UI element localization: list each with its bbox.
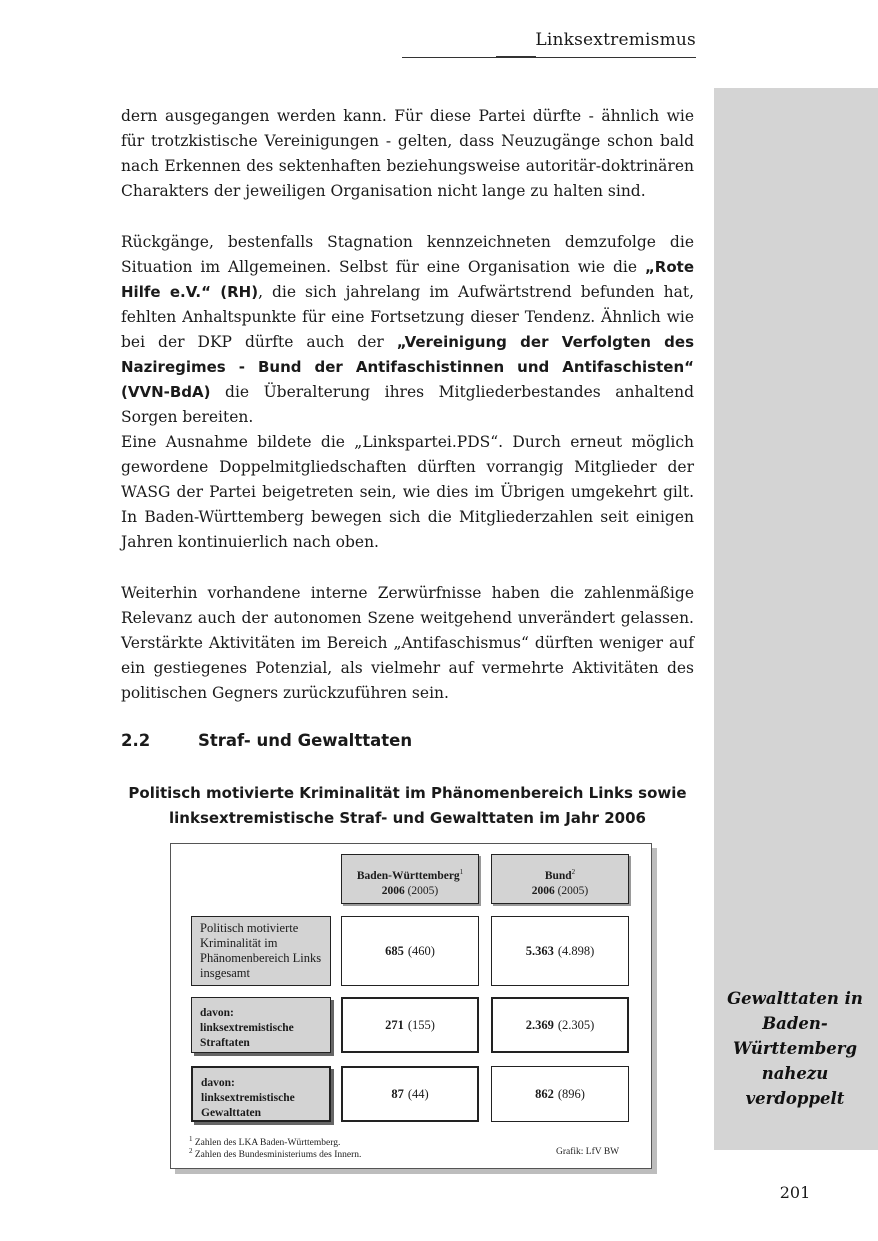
paragraph-2-text-b: , die sich jahrelang im Aufwärtstrend befunden hat, fehlten Anhaltspunkte für eine Fortsetzung dieser Tendenz. Ähnlich wie bei der DKP dürfte auch der bbox=[121, 283, 694, 351]
column-header-bw-year: 2006 bbox=[381, 884, 405, 897]
cell-total-bund-2006: 5.363 bbox=[525, 943, 554, 958]
running-head: Linksextremismus bbox=[535, 30, 696, 50]
row-label-straftaten: davon: linksextremistische Straftaten bbox=[191, 997, 331, 1053]
page-number: 201 bbox=[779, 1183, 811, 1202]
cell-total-bw bbox=[341, 916, 479, 986]
cell-total-bund-2005: (4.898) bbox=[557, 943, 595, 958]
chart-title bbox=[121, 781, 694, 831]
statistics-graphic bbox=[170, 843, 652, 1169]
paragraph-4: Weiterhin vorhandene interne Zerwürfnisse haben die zahlenmäßige Relevanz auch der autonomen Szene weitgehend unverändert gelassen. Verstärkte Aktivitäten im Bereich „Antifaschismus“ dürften weniger auf ein gestiegenes Potenzial, als vielmehr auf vermehrte Aktivitäten des politischen Gegners zurückzuführen sein. bbox=[121, 584, 694, 702]
cell-straftaten-bund-2006: 2.369 bbox=[525, 1017, 554, 1032]
chart-title-line-2: linksextremistische Straf- und Gewalttaten im Jahr 2006 bbox=[169, 809, 646, 827]
cell-gewalttaten-bw-2006: 87 bbox=[391, 1086, 404, 1101]
paragraph-2 bbox=[121, 230, 694, 430]
column-header-bw-name: Baden-Württemberg bbox=[356, 869, 460, 882]
cell-straftaten-bund bbox=[491, 997, 629, 1053]
header-rule bbox=[402, 57, 696, 58]
cell-total-bw-2006: 685 bbox=[385, 943, 404, 958]
column-header-bund bbox=[491, 854, 629, 904]
cell-gewalttaten-bw-2005: (44) bbox=[407, 1086, 429, 1101]
cell-total-bw-2005: (460) bbox=[407, 943, 435, 958]
cell-gewalttaten-bund-2006: 862 bbox=[535, 1086, 554, 1101]
column-header-bund-sup: 2 bbox=[571, 868, 576, 876]
row-label-gewalttaten: davon: linksextremistische Gewalttaten bbox=[191, 1066, 331, 1122]
column-header-bund-prev: (2005) bbox=[557, 884, 589, 897]
column-header-bw bbox=[341, 854, 479, 904]
section-number: 2.2 bbox=[121, 731, 151, 750]
column-header-bund-name: Bund bbox=[544, 869, 572, 882]
paragraph-2-text-c: die Überalterung ihres Mitgliederbestandes anhaltend Sorgen bereiten. bbox=[121, 383, 694, 426]
paragraph-3: Eine Ausnahme bildete die „Linkspartei.PDS“. Durch erneut möglich gewordene Doppelmitgliedschaften dürften vorrangig Mitglieder der WASG der Partei beigetreten sein, wie dies im Übrigen umgekehrt gilt. In Baden-Württemberg bewegen sich die Mitgliederzahlen seit einigen Jahren kontinuierlich nach oben. bbox=[121, 433, 694, 551]
cell-total-bund bbox=[491, 916, 629, 986]
footnote-2-text: Zahlen des Bundesministeriums des Innern. bbox=[194, 1150, 362, 1161]
column-header-bund-year: 2006 bbox=[531, 884, 555, 897]
org-rote-hilfe: „Rote Hilfe e.V.“ (RH) bbox=[121, 258, 694, 301]
chart-title-line-1: Politisch motivierte Kriminalität im Phänomenbereich Links sowie bbox=[128, 784, 687, 802]
cell-straftaten-bw bbox=[341, 997, 479, 1053]
footnote-1-mark: 1 bbox=[189, 1135, 193, 1143]
margin-note: Gewalttaten in Baden-Württemberg nahezu verdoppelt bbox=[727, 989, 863, 1108]
column-header-bw-prev: (2005) bbox=[407, 884, 439, 897]
section-title: Straf- und Gewalttaten bbox=[198, 731, 413, 750]
cell-gewalttaten-bw bbox=[341, 1066, 479, 1122]
paragraph-2-text-a: Rückgänge, bestenfalls Stagnation kennzeichneten demzufolge die Situation im Allgemeinen. Selbst für eine Organisation wie die bbox=[121, 233, 694, 276]
paragraph-1: dern ausgegangen werden kann. Für diese Partei dürfte - ähnlich wie für trotzkistische Vereinigungen - gelten, dass Neuzugänge schon bald nach Erkennen des sektenhaften beziehungsweise autoritär-doktrinären Charakters der jeweiligen Organisation nicht lange zu halten sind. bbox=[121, 107, 694, 200]
org-vvn-bda: „Vereinigung der Verfolgten des Naziregimes - Bund der Antifaschistinnen und Antifaschisten“ (VVN-BdA) bbox=[121, 333, 694, 401]
cell-gewalttaten-bund bbox=[491, 1066, 629, 1122]
footnote-2 bbox=[189, 1145, 361, 1161]
column-header-bw-sup: 1 bbox=[459, 868, 464, 876]
cell-gewalttaten-bund-2005: (896) bbox=[557, 1086, 585, 1101]
footnote-2-mark: 2 bbox=[189, 1147, 193, 1155]
footnote-1-text: Zahlen des LKA Baden-Württemberg. bbox=[194, 1138, 341, 1149]
cell-straftaten-bw-2005: (155) bbox=[407, 1017, 435, 1032]
section-heading bbox=[121, 731, 412, 750]
cell-straftaten-bw-2006: 271 bbox=[385, 1017, 404, 1032]
row-label-total: Politisch motivierte Kriminalität im Phänomenbereich Links insgesamt bbox=[191, 916, 331, 986]
header-rule-accent bbox=[496, 56, 536, 58]
graphic-credit: Grafik: LfV BW bbox=[556, 1147, 620, 1157]
cell-straftaten-bund-2005: (2.305) bbox=[557, 1017, 595, 1032]
